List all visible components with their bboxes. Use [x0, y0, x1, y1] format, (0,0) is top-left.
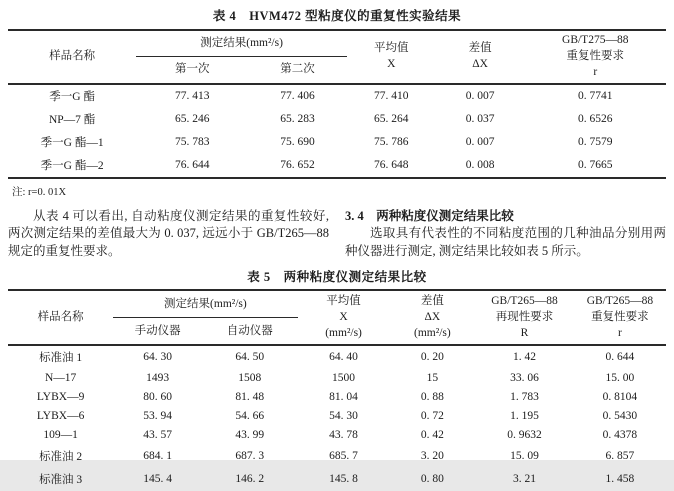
- table-cell: 6. 857: [605, 450, 635, 463]
- header-line: r: [593, 65, 598, 78]
- header-line: X: [387, 57, 396, 70]
- table4-col-sample: 样品名称: [49, 49, 96, 62]
- table5-col-results-group: 测定结果(mm²/s): [113, 290, 297, 317]
- sample-name-cell: 109—1: [43, 429, 78, 442]
- header-line: ΔX: [472, 57, 488, 70]
- table-cell: 75. 786: [374, 136, 409, 149]
- table-row: [8, 407, 666, 426]
- table-row: [8, 154, 666, 178]
- table-cell: 43. 99: [235, 429, 265, 442]
- table-cell: 3. 21: [512, 473, 536, 486]
- header-line: GB/T265—88: [491, 294, 558, 307]
- header-line: 平均值: [374, 41, 409, 54]
- table-row: [8, 445, 666, 468]
- table4-col-difference: [436, 30, 525, 84]
- header-line: ΔX: [424, 311, 441, 324]
- table-cell: 1. 195: [510, 410, 539, 423]
- table-cell: 80. 60: [143, 391, 173, 404]
- table-cell: 3. 20: [420, 450, 444, 463]
- body-text-columns: [8, 208, 666, 261]
- sample-name-cell: 季一G 酯—2: [40, 160, 104, 173]
- table5-col-manual-instrument: 手动仪器: [134, 324, 181, 337]
- sample-name-cell: LYBX—9: [36, 391, 85, 404]
- sample-name-cell: LYBX—6: [36, 410, 85, 423]
- table4: [8, 29, 666, 179]
- right-column: [345, 208, 666, 261]
- table-cell: 81. 04: [329, 391, 358, 404]
- table-cell: 0. 008: [465, 159, 495, 172]
- sample-name-cell: 季一G 酯—1: [40, 137, 104, 150]
- table-cell: 0. 80: [420, 473, 444, 486]
- table-cell: 65. 264: [374, 113, 409, 126]
- table-cell: 146. 2: [235, 473, 265, 486]
- table-cell: 0. 644: [605, 351, 635, 364]
- table-cell: 0. 4378: [602, 429, 638, 442]
- table-row: [8, 468, 666, 491]
- table-cell: 0. 7741: [578, 90, 613, 103]
- table-cell: 1. 783: [510, 391, 539, 404]
- header-line: GB/T275—88: [562, 34, 629, 46]
- table-cell: 1500: [332, 372, 356, 385]
- table-cell: 15. 00: [605, 372, 635, 385]
- table-row: [8, 108, 666, 131]
- header-line: (mm²/s): [414, 327, 451, 340]
- table-cell: 0. 88: [420, 391, 444, 404]
- sample-name-cell: N—17: [44, 372, 77, 385]
- table5-col-gb-repeatability: [574, 290, 666, 345]
- table-cell: 15. 09: [510, 450, 539, 463]
- sample-name-cell: 标准油 3: [39, 474, 83, 487]
- table-cell: 685. 7: [329, 450, 358, 463]
- table-cell: 53. 94: [143, 410, 173, 423]
- table-cell: 0. 72: [420, 410, 444, 423]
- table4-col-gb-repeatability: [525, 30, 667, 84]
- header-line: 重复性要求: [566, 49, 624, 62]
- table-cell: 0. 6526: [578, 113, 613, 126]
- paragraph: 从表 4 可以看出, 自动粘度仪测定结果的重复性较好, 两次测定结果的差值最大为 0. 037, 远远小于 GB/T265—88 规定的重复性要求。: [8, 208, 329, 259]
- table-cell: 75. 690: [280, 136, 315, 149]
- table-cell: 145. 8: [329, 473, 358, 486]
- table-cell: 0. 7665: [578, 159, 613, 172]
- table-cell: 684. 1: [143, 450, 173, 463]
- table-cell: 0. 8104: [602, 391, 638, 404]
- table4-body: [8, 84, 666, 178]
- table5-col-gb-reproducibility: [475, 290, 574, 345]
- table-cell: 0. 7579: [578, 136, 613, 149]
- table-row: [8, 345, 666, 369]
- table4-col-first-run: 第一次: [174, 63, 210, 75]
- table4-col-average: [347, 30, 436, 84]
- table-cell: 81. 48: [235, 391, 265, 404]
- table5-header: [8, 290, 666, 345]
- header-line: 差值: [420, 294, 444, 307]
- table-cell: 1. 42: [512, 351, 536, 364]
- table-cell: 145. 4: [143, 473, 173, 486]
- header-line: 差值: [468, 41, 492, 54]
- table-cell: 76. 652: [280, 159, 315, 172]
- table5-col-auto-instrument: 自动仪器: [226, 324, 273, 337]
- table-cell: 77. 413: [174, 90, 210, 103]
- table-cell: 64. 50: [235, 351, 265, 364]
- table-cell: 65. 246: [174, 113, 210, 126]
- header-line: 再现性要求: [495, 311, 554, 324]
- sample-name-cell: 季一G 酯: [49, 91, 95, 104]
- table-row: [8, 426, 666, 445]
- table-cell: 54. 66: [235, 410, 265, 423]
- table-cell: 0. 5430: [602, 410, 638, 423]
- header-line: r: [617, 327, 622, 340]
- table-row: [8, 131, 666, 154]
- header-line: GB/T265—88: [586, 294, 654, 307]
- table-cell: 76. 644: [174, 159, 210, 172]
- table-cell: 1508: [238, 372, 262, 385]
- table5-col-average: [298, 290, 390, 345]
- header-line: R: [520, 327, 529, 340]
- sample-name-cell: NP—7 酯: [48, 114, 96, 127]
- table5-body: [8, 345, 666, 491]
- table5-title: 表 5 两种粘度仪测定结果比较: [247, 269, 427, 284]
- paragraph: 选取具有代表性的不同粘度范围的几种油品分别用两种仪器进行测定, 测定结果比较如表 5 所示。: [345, 226, 666, 259]
- section-heading: 3. 4 两种粘度仪测定结果比较: [345, 208, 514, 223]
- table-cell: 1. 458: [605, 473, 635, 486]
- table5-col-difference: [390, 290, 476, 345]
- left-column: [8, 208, 329, 261]
- table4-footnote: 注: r=0. 01X: [12, 186, 67, 198]
- header-line: X: [339, 311, 348, 324]
- table-cell: 0. 037: [465, 113, 495, 126]
- table-cell: 0. 9632: [507, 429, 542, 442]
- header-line: (mm²/s): [325, 327, 362, 340]
- sample-name-cell: 标准油 2: [39, 451, 83, 464]
- table-cell: 0. 007: [465, 90, 495, 103]
- table-cell: 33. 06: [510, 372, 539, 385]
- table-cell: 43. 57: [143, 429, 173, 442]
- table-cell: 65. 283: [280, 113, 315, 126]
- table-cell: 687. 3: [235, 450, 265, 463]
- table-cell: 0. 42: [420, 429, 444, 442]
- table-cell: 0. 007: [465, 136, 495, 149]
- table5: [8, 289, 666, 491]
- header-line: 重复性要求: [591, 311, 649, 324]
- table-cell: 15: [426, 372, 439, 385]
- table4-col-results-group: 测定结果(mm²/s): [136, 30, 347, 57]
- table-cell: 1493: [146, 372, 170, 385]
- table-cell: 77. 410: [374, 90, 409, 103]
- table-row: [8, 84, 666, 108]
- table4-header: [8, 30, 666, 84]
- table-cell: 0. 20: [420, 351, 444, 364]
- table-cell: 64. 30: [143, 351, 173, 364]
- table-cell: 76. 648: [374, 159, 409, 172]
- table-cell: 77. 406: [280, 90, 315, 103]
- table4-col-second-run: 第二次: [280, 63, 315, 75]
- table4-title: 表 4 HVM472 型粘度仪的重复性实验结果: [212, 9, 462, 23]
- table-row: [8, 388, 666, 407]
- table-cell: 75. 783: [174, 136, 210, 149]
- table5-col-sample: 样品名称: [37, 311, 84, 324]
- table-row: [8, 369, 666, 388]
- table-cell: 54. 30: [329, 410, 358, 423]
- header-line: 平均值: [326, 294, 361, 307]
- sample-name-cell: 标准油 1: [39, 352, 83, 365]
- table-cell: 64. 40: [329, 351, 358, 364]
- table-cell: 43. 78: [329, 429, 358, 442]
